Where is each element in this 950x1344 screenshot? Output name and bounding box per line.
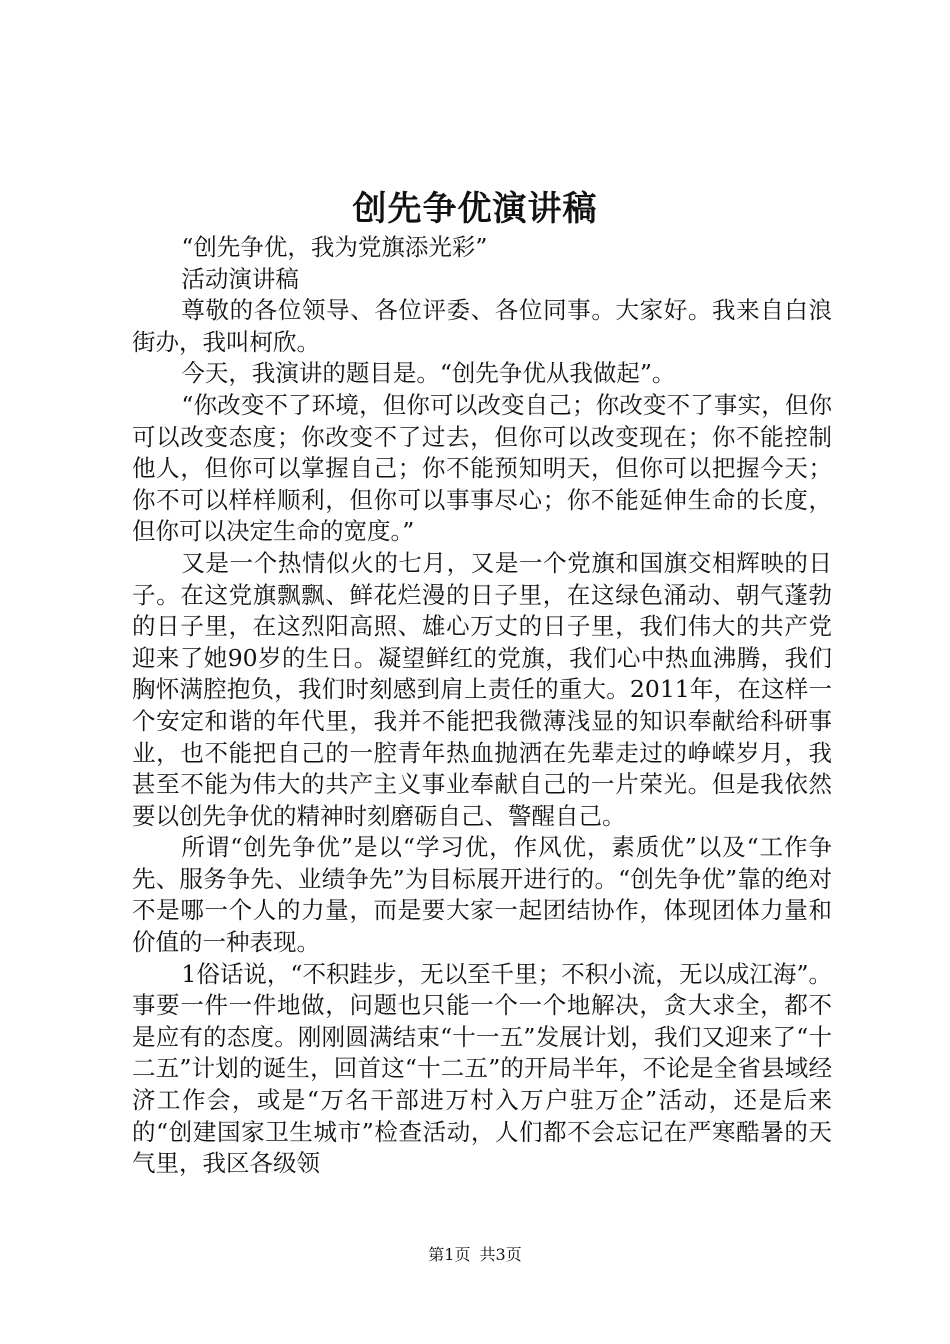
- paragraph: “你改变不了环境，但你可以改变自己；你改变不了事实，但你可以改变态度；你改变不了过去，但你可以改变现在；你不能控制他人，但你可以掌握自己；你不能预知明天，但你可以把握今天；你不可以样样顺利，但你可以事事尽心；你不能延伸生命的长度，但你可以决定生命的宽度。”: [132, 390, 832, 546]
- paragraph: 活动演讲稿: [181, 264, 299, 293]
- page-number: 第1页: [428, 1245, 471, 1264]
- paragraph: 今天，我演讲的题目是。“创先争优从我做起”。: [181, 359, 676, 388]
- paragraph: 又是一个热情似火的七月，又是一个党旗和国旗交相辉映的日子。在这党旗飘飘、鲜花烂漫的日子里，在这绿色涌动、朝气蓬勃的日子里，在这烈阳高照、雄心万丈的日子里，我们伟大的共产党迎来了她90岁的生日。凝望鲜红的党旗，我们心中热血沸腾，我们胸怀满腔抱负，我们时刻感到肩上责任的重大。2011年，在这样一个安定和谐的年代里，我并不能把我微薄浅显的知识奉献给科研事业，也不能把自己的一腔青年热血抛洒在先辈走过的峥嵘岁月，我甚至不能为伟大的共产主义事业奉献自己的一片荣光。但是我依然要以创先争优的精神时刻磨砺自己、警醒自己。: [132, 548, 832, 830]
- paragraph: 所谓“创先争优”是以“学习优，作风优，素质优”以及“工作争先、服务争先、业绩争先”为目标展开进行的。“创先争优”靠的绝对不是哪一个人的力量，而是要大家一起团结协作，体现团体力量和价值的一种表现。: [132, 833, 832, 957]
- document-title: 创先争优演讲稿: [352, 189, 598, 229]
- paragraph: 1俗话说，“不积跬步，无以至千里；不积小流，无以成江海”。事要一件一件地做，问题也只能一个一个地解决，贪大求全，都不是应有的态度。刚刚圆满结束“十一五”发展计划，我们又迎来了“十二五”计划的诞生，回首这“十二五”的开局半年，不论是全省县域经济工作会，或是“万名干部进万村入万户驻万企”活动，还是后来的“创建国家卫生城市”检查活动，人们都不会忘记在严寒酷暑的天气里，我区各级领: [132, 959, 832, 1178]
- page-total: 共3页: [479, 1245, 522, 1264]
- paragraph: 尊敬的各位领导、各位评委、各位同事。大家好。我来自白浪街办，我叫柯欣。: [132, 296, 832, 356]
- paragraph: “创先争优，我为党旗添光彩”: [181, 233, 488, 261]
- page-footer: [0, 1244, 950, 1266]
- document-body: [132, 232, 832, 1180]
